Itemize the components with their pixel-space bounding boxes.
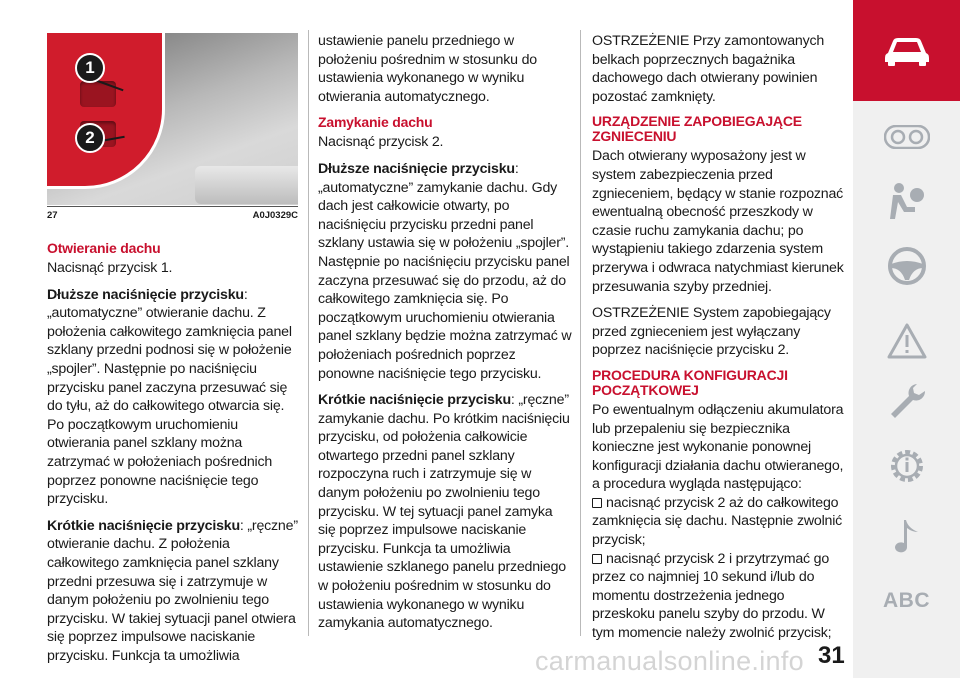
sidebar-item-dashboard[interactable] [853,101,960,173]
column-3 [592,32,846,643]
column-1 [47,240,299,673]
sidebar-item-technical-data[interactable] [853,430,960,502]
paragraph-short-press [318,391,572,633]
list-item-text: nacisnąć przycisk 2 i przytrzymać go przez co najmniej 10 sekund i/lub do momentu dostrzeżenia jednego przeskoku panelu szyby do przodu. W tym momencie należy zwolnić przycisk; [592,550,832,642]
warning-paragraph: OSTRZEŻENIE Przy zamontowanych belkach poprzecznych bagażnika dachowego dach otwierany powinien pozostać zamknięty. [592,33,825,105]
gear-info-icon [886,445,928,487]
roof-control-panel [195,166,298,204]
index-abc-label: ABC [883,589,930,612]
music-note-icon [892,516,922,556]
page-number: 31 [818,642,845,669]
sidebar-item-car[interactable] [853,0,960,101]
zoom-detail [47,33,165,189]
warning-triangle-icon [886,322,928,360]
figure-caption [47,206,298,221]
list-item-text: nacisnąć przycisk 2 aż do całkowitego zamknięcia się dachu. Następnie zwolnić przycisk; [592,494,843,549]
paragraph: Nacisnąć przycisk 2. [318,134,444,151]
column-divider [308,30,309,636]
list-item [592,494,846,550]
callout-1: 1 [75,53,105,83]
paragraph-text: : „automatyczne” otwieranie dachu. Z położenia całkowitego zamknięcia panel szklany przedni podnosi się w położenie „spojler”. Następnie po naciśnięciu przycisku panel zaczyna przesuwać się do tyłu, aż do całkowitego otwarcia się. Po początkowym uruchomieniu otwierania panel szklany można zatrzymać w położeniach pośrednich poprzez ponowne naciśnięcie tego przycisku. [47,286,292,508]
airbag-person-icon [887,181,927,221]
gauges-icon [884,125,930,149]
steering-wheel-icon [887,246,927,286]
paragraph-text: : „ręczne” otwieranie dachu. Z położenia całkowitego zamknięcia panel szklany przedni przesuwa się i zatrzymuje w danym położeniu po zwolnieniu tego przycisku. W takiej sytuacji panel otwiera się poprzez impulsowe naciskanie przycisku. Funkcja ta umożliwia [47,517,298,664]
paragraph: Po ewentualnym odłączeniu akumulatora lub przepaleniu się bezpiecznika konieczne jest wykonanie ponownej konfiguracji działania dachu otwieranego, a procedura wygląda następująco: [592,401,844,493]
figure-code: A0J0329C [252,210,298,221]
list-item [592,550,846,643]
paragraph: ustawienie panelu przedniego w położeniu pośrednim w stosunku do ustawienia wykonanego w wyniku otwierania automatycznego. [318,33,537,105]
wrench-icon [887,381,927,421]
column-divider [580,30,581,636]
paragraph-text: : „automatyczne” zamykanie dachu. Gdy dach jest całkowicie otwarty, po naciśnięciu przycisku przedni panel szklany ustawia się w położeniu „spojler”. Następnie po naciśnięciu przycisku panel zaczyna przesuwać się do przodu, aż do całkowitego zamknięcia się. Po początkowym uruchomieniu otwierania panel szklany będzie można zatrzymać w położeniach pośrednich poprzez ponowne naciśnięcie tego przycisku. [318,160,572,382]
paragraph: Nacisnąć przycisk 1. [47,260,173,276]
paragraph-long-press [47,286,299,509]
bullet-square-icon [592,498,602,508]
sidebar-item-safety[interactable] [853,165,960,237]
figure-roof-buttons [47,33,298,205]
watermark: carmanualsonline.info [535,646,804,676]
heading-closing-roof: Zamykanie dachu [318,114,433,131]
bold-term: Dłuższe naciśnięcie przycisku [318,160,515,177]
heading-anti-pinch: URZĄDZENIE ZAPOBIEGAJĄCE ZGNIECENIU [592,113,802,145]
paragraph-text: : „ręczne” zamykanie dachu. Po krótkim naciśnięciu przycisku, od położenia całkowicie otwartego przedni panel szklany rozpoczyna ruch i zatrzymuje się w danym położeniu po zwolnieniu tego przycisku. W tej sytuacji panel zamyka się poprzez impulsowe naciskanie przycisku. Funkcja ta umożliwia ustawienie szklanego panelu przedniego w położeniu pośrednim w stosunku do ustawienia wykonanego w wyniku zamykania automatycznego. [318,392,570,632]
paragraph-long-press [318,160,572,383]
sidebar-item-multimedia[interactable] [853,500,960,572]
chapter-sidebar [853,0,960,678]
bold-term: Krótkie naciśnięcie przycisku [318,392,511,409]
car-icon [882,35,932,67]
bold-term: Krótkie naciśnięcie przycisku [47,517,240,534]
paragraph-short-press [47,517,299,666]
paragraph: Dach otwierany wyposażony jest w system zabezpieczenia przed zgnieceniem, będący w stanie rozpoznać ewentualną obecność przeszkody w czasie ruchu zamykania dachu; po wystąpieniu takiego zdarzenia system przerywa i odwraca natychmiast kierunek przesuwania szyby przedniej. [592,148,844,295]
sidebar-item-maintenance[interactable] [853,365,960,437]
heading-initialization: PROCEDURA KONFIGURACJI POCZĄTKOWEJ [592,366,788,398]
sidebar-item-index[interactable] [853,565,960,637]
figure-number: 27 [47,210,58,221]
warning-paragraph: OSTRZEŻENIE System zapobiegający przed zgnieceniem jest wyłączany poprzez naciśnięcie przycisku 2. [592,305,831,359]
heading-opening-roof: Otwieranie dachu [47,240,161,256]
column-2 [318,32,572,641]
bullet-square-icon [592,554,602,564]
sidebar-item-driving[interactable] [853,230,960,302]
bold-term: Dłuższe naciśnięcie przycisku [47,286,244,303]
callout-2: 2 [75,123,105,153]
